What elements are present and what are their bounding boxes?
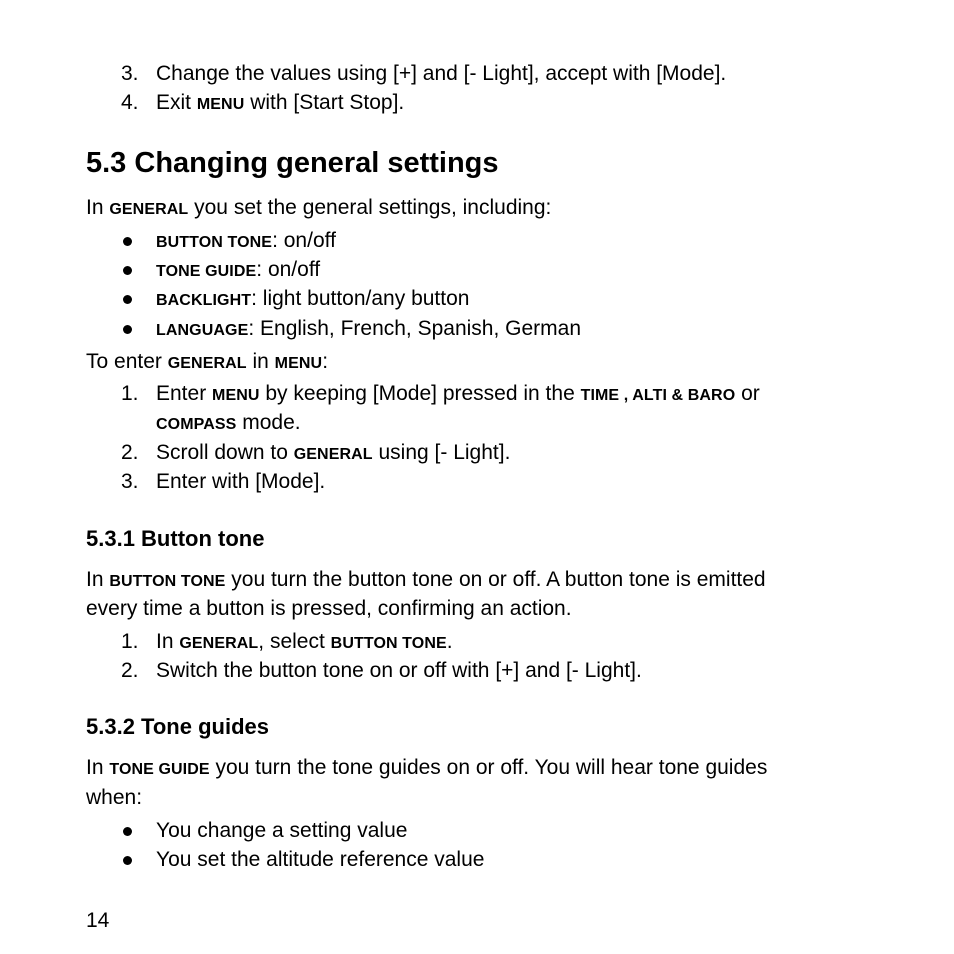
section-heading: 5.3 Changing general settings — [86, 147, 499, 179]
bullet-icon — [123, 856, 132, 865]
step-text: Exit MENU with [Start Stop]. — [156, 91, 405, 114]
page-number: 14 — [86, 909, 110, 932]
step-text: Scroll down to GENERAL using [- Light]. — [156, 441, 511, 464]
step-text: Enter MENU by keeping [Mode] pressed in the TIME , ALTI & BARO or — [156, 382, 760, 405]
instruction-lead: To enter GENERAL in MENU: — [86, 350, 329, 373]
list-item: LANGUAGE: English, French, Spanish, German — [156, 317, 582, 340]
paragraph: In TONE GUIDE you turn the tone guides on or off. You will hear tone guides — [86, 756, 768, 779]
step-number: 2. — [121, 659, 139, 682]
bullet-icon — [123, 827, 132, 836]
list-item: You set the altitude reference value — [156, 848, 485, 871]
step-number: 3. — [121, 470, 139, 493]
paragraph-continued: every time a button is pressed, confirming an action. — [86, 597, 572, 620]
bullet-icon — [123, 295, 132, 304]
bullet-icon — [123, 325, 132, 334]
list-item: You change a setting value — [156, 819, 408, 842]
step-number: 3. — [121, 62, 139, 85]
section-intro: In GENERAL you set the general settings, including: — [86, 196, 552, 219]
subsection-heading: 5.3.2 Tone guides — [86, 714, 269, 739]
paragraph-continued: when: — [86, 786, 143, 809]
step-text-continued: COMPASS mode. — [156, 411, 301, 434]
step-text: Change the values using [+] and [- Light], accept with [Mode]. — [156, 62, 727, 85]
list-item: BACKLIGHT: light button/any button — [156, 287, 470, 310]
step-number: 1. — [121, 382, 139, 405]
paragraph: In BUTTON TONE you turn the button tone on or off. A button tone is emitted — [86, 568, 766, 591]
step-number: 2. — [121, 441, 139, 464]
bullet-icon — [123, 266, 132, 275]
bullet-icon — [123, 237, 132, 246]
subsection-heading: 5.3.1 Button tone — [86, 526, 265, 551]
step-number: 1. — [121, 630, 139, 653]
step-text: In GENERAL, select BUTTON TONE. — [156, 630, 453, 653]
step-number: 4. — [121, 91, 139, 114]
list-item: TONE GUIDE: on/off — [156, 258, 321, 281]
step-text: Switch the button tone on or off with [+] and [- Light]. — [156, 659, 642, 682]
list-item: BUTTON TONE: on/off — [156, 229, 336, 252]
step-text: Enter with [Mode]. — [156, 470, 326, 493]
